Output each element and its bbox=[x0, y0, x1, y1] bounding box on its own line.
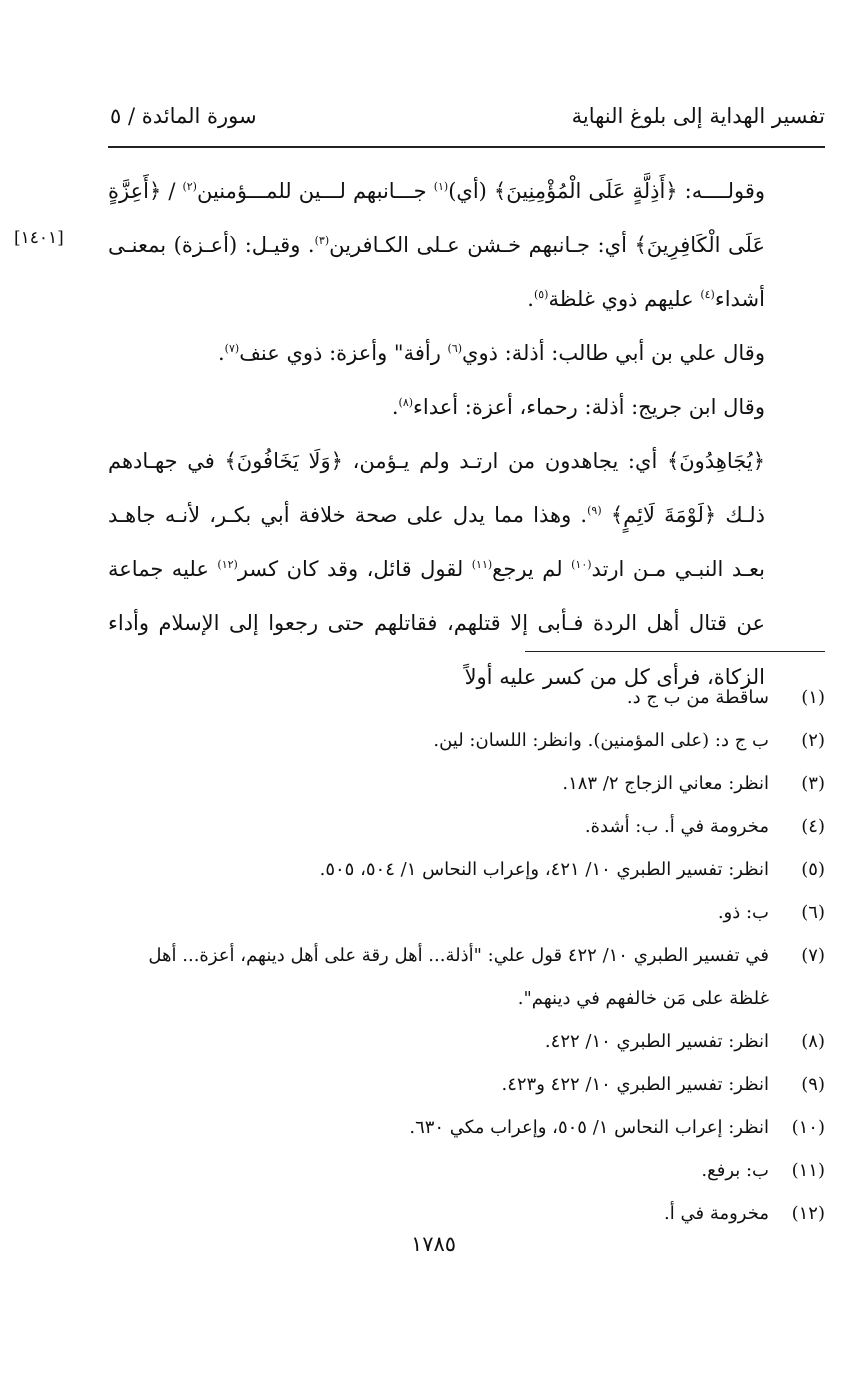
footnote-item bbox=[108, 1106, 825, 1149]
quran-verse: ﴿وَلَا يَخَافُونَ﴾ bbox=[224, 449, 343, 473]
footnote-text: ب: برفع. bbox=[701, 1160, 769, 1181]
footnote-item bbox=[108, 719, 825, 762]
text-run: وقال ابن جريج: أذلة: رحماء، أعزة: أعداء bbox=[413, 395, 765, 419]
footnote-text: ب ج د: (على المؤمنين). وانظر: اللسان: لين. bbox=[433, 730, 769, 751]
footnote-item bbox=[108, 1149, 825, 1192]
footnote-ref[interactable]: (٨) bbox=[398, 396, 414, 409]
text-run: أي: يجاهدون من ارتـد ولم يـؤمن، bbox=[342, 449, 667, 473]
footnote-ref[interactable]: (١٠) bbox=[571, 558, 592, 571]
text-run: . bbox=[391, 395, 399, 419]
main-text bbox=[108, 164, 821, 704]
quran-verse: ﴿يُجَاهِدُونَ﴾ bbox=[666, 449, 766, 473]
text-run: . bbox=[527, 287, 534, 311]
footnote-ref[interactable]: (١٢) bbox=[217, 558, 238, 571]
text-run: أي: جـانبهم خـشن عـلى الكـافرين bbox=[329, 233, 635, 257]
text-run: / bbox=[161, 179, 183, 203]
footnote-item bbox=[108, 848, 825, 891]
footnote-ref[interactable]: (٥) bbox=[533, 288, 549, 301]
text-run: جـــانبهم لـــين للمـــؤمنين bbox=[196, 179, 434, 203]
footnote-text: مخرومة في أ. bbox=[664, 1203, 769, 1224]
footnote-ref[interactable]: (٤) bbox=[700, 288, 715, 301]
footnote-text: انظر: تفسير الطبري ١٠/ ٤٢٢ و٤٢٣. bbox=[501, 1074, 769, 1095]
paragraph bbox=[108, 326, 821, 380]
footnote-ref[interactable]: (١١) bbox=[471, 558, 493, 571]
text-run bbox=[602, 503, 611, 527]
footnote-text: مخرومة في أ. ب: أشدة. bbox=[584, 816, 769, 837]
footnote-item bbox=[108, 934, 825, 1020]
footnote-number: (٣) bbox=[801, 773, 825, 794]
text-run: . وقيـل: (أعـزة) بمعنـى أشداء bbox=[108, 233, 765, 311]
surah-label: سورة المائدة / ٥ bbox=[110, 104, 257, 128]
footnote-number: (٨) bbox=[801, 1031, 825, 1052]
text-run: لقول قائل، وقد كان كسر bbox=[237, 557, 472, 581]
footnote-item bbox=[108, 1192, 825, 1235]
footnote-text: انظر: تفسير الطبري ١٠/ ٤٢٢. bbox=[544, 1031, 769, 1052]
manuscript-folio-note: [١٤٠١] bbox=[14, 228, 64, 248]
text-run: رأفة" وأعزة: ذوي عنف bbox=[239, 341, 448, 365]
text-run: وقال علي بن أبي طالب: أذلة: ذوي bbox=[462, 341, 765, 365]
footnote-number: (٦) bbox=[801, 902, 825, 923]
footnote-ref[interactable]: (١) bbox=[433, 180, 449, 193]
footnote-separator bbox=[525, 651, 825, 652]
footnote-item bbox=[108, 891, 825, 934]
paragraph bbox=[108, 164, 821, 326]
footnote-ref[interactable]: (٩) bbox=[587, 504, 602, 517]
footnote-item bbox=[108, 1020, 825, 1063]
book-title: تفسير الهداية إلى بلوغ النهاية bbox=[571, 104, 825, 128]
text-run: . bbox=[217, 341, 225, 365]
footnote-item bbox=[108, 676, 825, 719]
footnotes bbox=[108, 676, 825, 1235]
footnote-text: ب: ذو. bbox=[717, 902, 769, 923]
footnote-text: انظر: تفسير الطبري ١٠/ ٤٢١، وإعراب النحاس ١/ ٥٠٤، ٥٠٥. bbox=[319, 859, 769, 880]
header-rule bbox=[108, 146, 825, 148]
quran-verse: ﴿أَذِلَّةٍ عَلَى الْمُؤْمِنِينَ﴾ bbox=[493, 179, 678, 203]
quran-verse: ﴿لَوْمَةَ لَائِمٍ﴾ bbox=[610, 503, 717, 527]
footnote-text: ساقطة من ب ج د. bbox=[626, 687, 769, 708]
footnote-number: (٢) bbox=[801, 730, 825, 751]
text-run: وقولــــه: bbox=[677, 179, 766, 203]
footnote-text: انظر: معاني الزجاج ٢/ ١٨٣. bbox=[562, 773, 769, 794]
text-run: عليهم ذوي غلظة bbox=[548, 287, 701, 311]
footnote-number: (٧) bbox=[801, 945, 825, 966]
footnote-text: انظر: إعراب النحاس ١/ ٥٠٥، وإعراب مكي ٦٣٠. bbox=[409, 1117, 769, 1138]
footnote-item bbox=[108, 1063, 825, 1106]
footnote-number: (١٢) bbox=[791, 1203, 825, 1224]
footnote-number: (٥) bbox=[801, 859, 825, 880]
footnote-text: في تفسير الطبري ١٠/ ٤٢٢ قول علي: "أذلة... أهل رقة على أهل دينهم، أعزة... أهل غلظة على مَن خالفهم في دينهم". bbox=[148, 945, 769, 1009]
footnote-number: (١٠) bbox=[791, 1117, 825, 1138]
footnote-ref[interactable]: (٣) bbox=[314, 234, 330, 247]
text-run: عليه جماعة عن قتال أهل الردة فـأبى إلا قتلهم، فقاتلهم حتى رجعوا إلى الإسلام وأداء الزكاة، فرأى كل من كسر عليه أولاً bbox=[108, 557, 765, 689]
page-number: ١٧٨٥ bbox=[410, 1232, 457, 1256]
quran-verse: ﴿أَعِزَّةٍ عَلَى الْكَافِرِينَ﴾ bbox=[108, 179, 766, 257]
footnote-number: (٩) bbox=[801, 1074, 825, 1095]
text-run: (أي) bbox=[448, 179, 494, 203]
footnote-item bbox=[108, 805, 825, 848]
text-run: في جهـادهم ذلـك bbox=[108, 449, 766, 527]
text-run: . وهذا مما يدل على صحة خلافة أبي بكـر، لأنـه جاهـد بعـد النبـي مـن ارتد bbox=[108, 503, 765, 581]
footnote-ref[interactable]: (٢) bbox=[182, 180, 197, 193]
running-header bbox=[110, 104, 825, 144]
text-run: لم يرجع bbox=[492, 557, 572, 581]
paragraph bbox=[108, 380, 821, 434]
footnote-number: (١١) bbox=[791, 1160, 825, 1181]
footnote-ref[interactable]: (٧) bbox=[224, 342, 240, 355]
footnote-ref[interactable]: (٦) bbox=[447, 342, 463, 355]
footnote-item bbox=[108, 762, 825, 805]
footnote-number: (١) bbox=[801, 687, 825, 708]
paragraph bbox=[108, 434, 821, 704]
footnote-number: (٤) bbox=[801, 816, 825, 837]
